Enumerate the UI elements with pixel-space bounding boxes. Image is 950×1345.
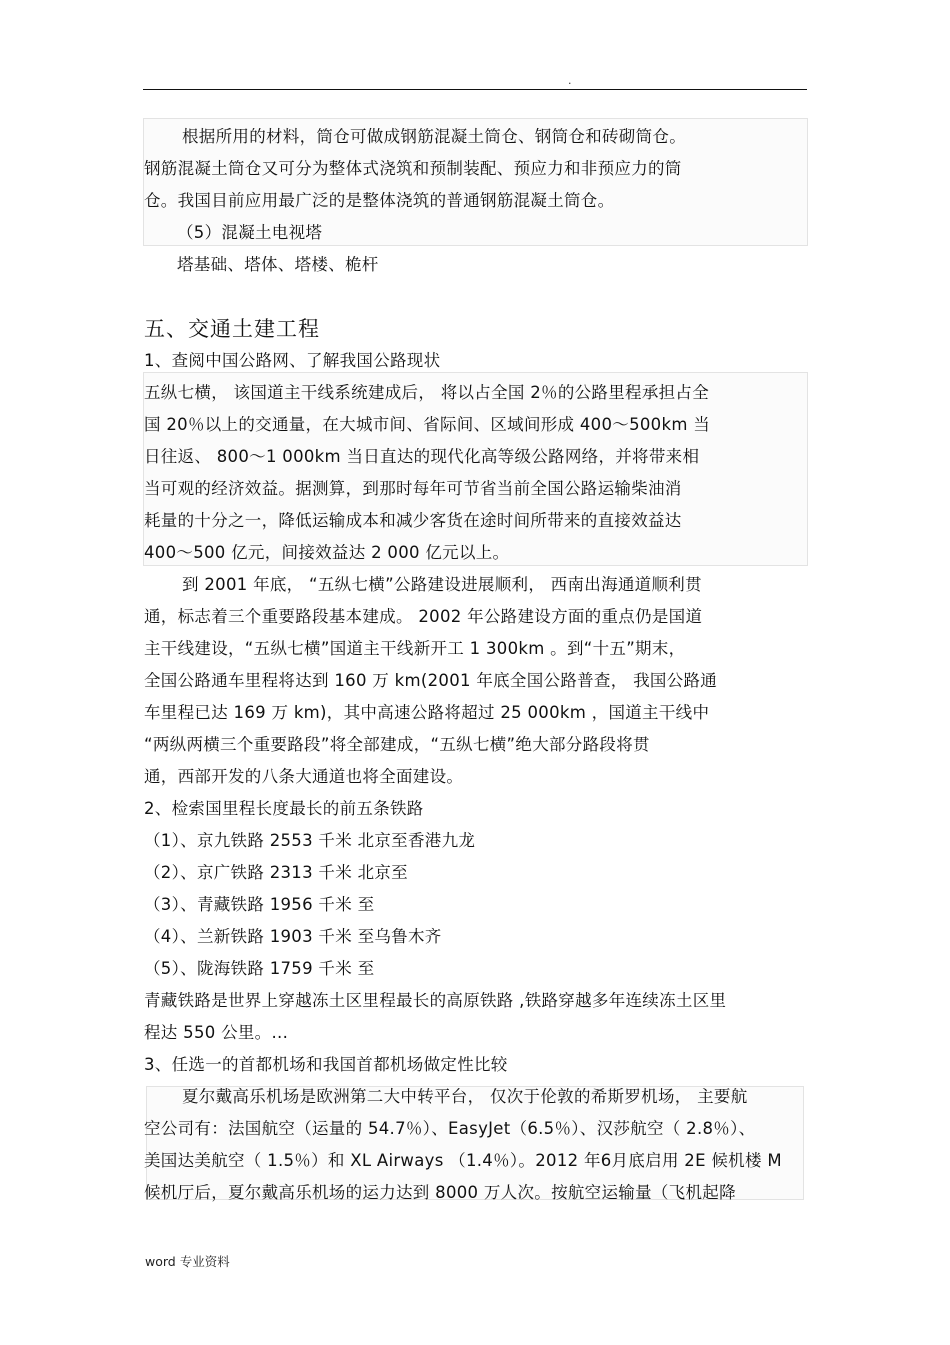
list-item: （4）、兰新铁路 1903 千米 至乌鲁木齐	[144, 927, 442, 946]
text-line: 塔基础、塔体、塔楼、桅杆	[177, 255, 379, 274]
text-line: 当可观的经济效益。据测算，到那时每年可节省当前全国公路运输柴油消	[144, 479, 682, 498]
text-line: “两纵两横三个重要路段”将全部建成，“五纵七横”绝大部分路段将贯	[144, 735, 650, 754]
list-item: （2）、京广铁路 2313 千米 北京至	[144, 863, 408, 882]
text-line: 根据所用的材料，筒仓可做成钢筋混凝土筒仓、钢筒仓和砖砌筒仓。	[182, 127, 686, 146]
text-line: 全国公路通车里程将达到 160 万 km(2001 年底全国公路普查， 我国公路通	[144, 671, 718, 690]
text-line: 钢筋混凝土筒仓又可分为整体式浇筑和预制装配、预应力和非预应力的筒	[144, 159, 682, 178]
text-line: 日往返、 800～1 000km 当日直达的现代化高等级公路网络，并将带来相	[144, 447, 700, 466]
text-line: 400～500 亿元，间接效益达 2 000 亿元以上。	[144, 543, 510, 562]
text-line: 车里程已达 169 万 km)，其中高速公路将超过 25 000km ，国道主干线中	[144, 703, 710, 722]
subsection-heading: 1、查阅中国公路网、了解我国公路现状	[144, 351, 441, 370]
text-line: 夏尔戴高乐机场是欧洲第二大中转平台， 仅次于伦敦的希斯罗机场， 主要航	[182, 1087, 748, 1106]
list-item: （1）、京九铁路 2553 千米 北京至香港九龙	[144, 831, 476, 850]
text-line: 程达 550 公里。...	[144, 1023, 289, 1042]
text-line: 国 20％以上的交通量，在大城市间、省际间、区域间形成 400～500km 当	[144, 415, 711, 434]
section-heading: 五、交通土建工程	[144, 317, 320, 341]
footer-label: word 专业资料	[145, 1254, 230, 1269]
text-line: （5）混凝土电视塔	[177, 223, 323, 242]
text-line: 到 2001 年底， “五纵七横”公路建设进展顺利， 西南出海通道顺利贯	[182, 575, 702, 594]
text-line: 仓。我国目前应用最广泛的是整体浇筑的普通钢筋混凝土筒仓。	[144, 191, 615, 210]
header-rule	[143, 89, 807, 90]
text-line: 空公司有：法国航空（运量的 54.7％）、EasyJet（6.5％）、汉莎航空（ 2.8％）、	[144, 1119, 756, 1138]
text-line: 耗量的十分之一，降低运输成本和减少客货在途时间所带来的直接效益达	[144, 511, 682, 530]
list-item: （5）、陇海铁路 1759 千米 至	[144, 959, 375, 978]
text-line: 通，西部开发的八条大通道也将全面建设。	[144, 767, 464, 786]
text-line: 主干线建设，“五纵七横”国道主干线新开工 1 300km 。到“十五”期末，	[144, 639, 686, 658]
text-line: 青藏铁路是世界上穿越冻土区里程最长的高原铁路 ,铁路穿越多年连续冻土区里	[144, 991, 727, 1010]
text-line: 美国达美航空（ 1.5％）和 XL Airways （1.4％）。2012 年6月底启用 2E 候机楼 M	[144, 1151, 782, 1170]
text-line: 通，标志着三个重要路段基本建成。 2002 年公路建设方面的重点仍是国道	[144, 607, 703, 626]
header-marker: .	[568, 74, 572, 87]
text-line: 五纵七横， 该国道主干线系统建成后， 将以占全国 2％的公路里程承担占全	[144, 383, 710, 402]
subsection-heading: 3、任选一的首都机场和我国首都机场做定性比较	[144, 1055, 508, 1074]
list-item: （3）、青藏铁路 1956 千米 至	[144, 895, 375, 914]
subsection-heading: 2、检索国里程长度最长的前五条铁路	[144, 799, 424, 818]
text-line: 候机厅后，夏尔戴高乐机场的运力达到 8000 万人次。按航空运输量（飞机起降	[144, 1183, 736, 1202]
